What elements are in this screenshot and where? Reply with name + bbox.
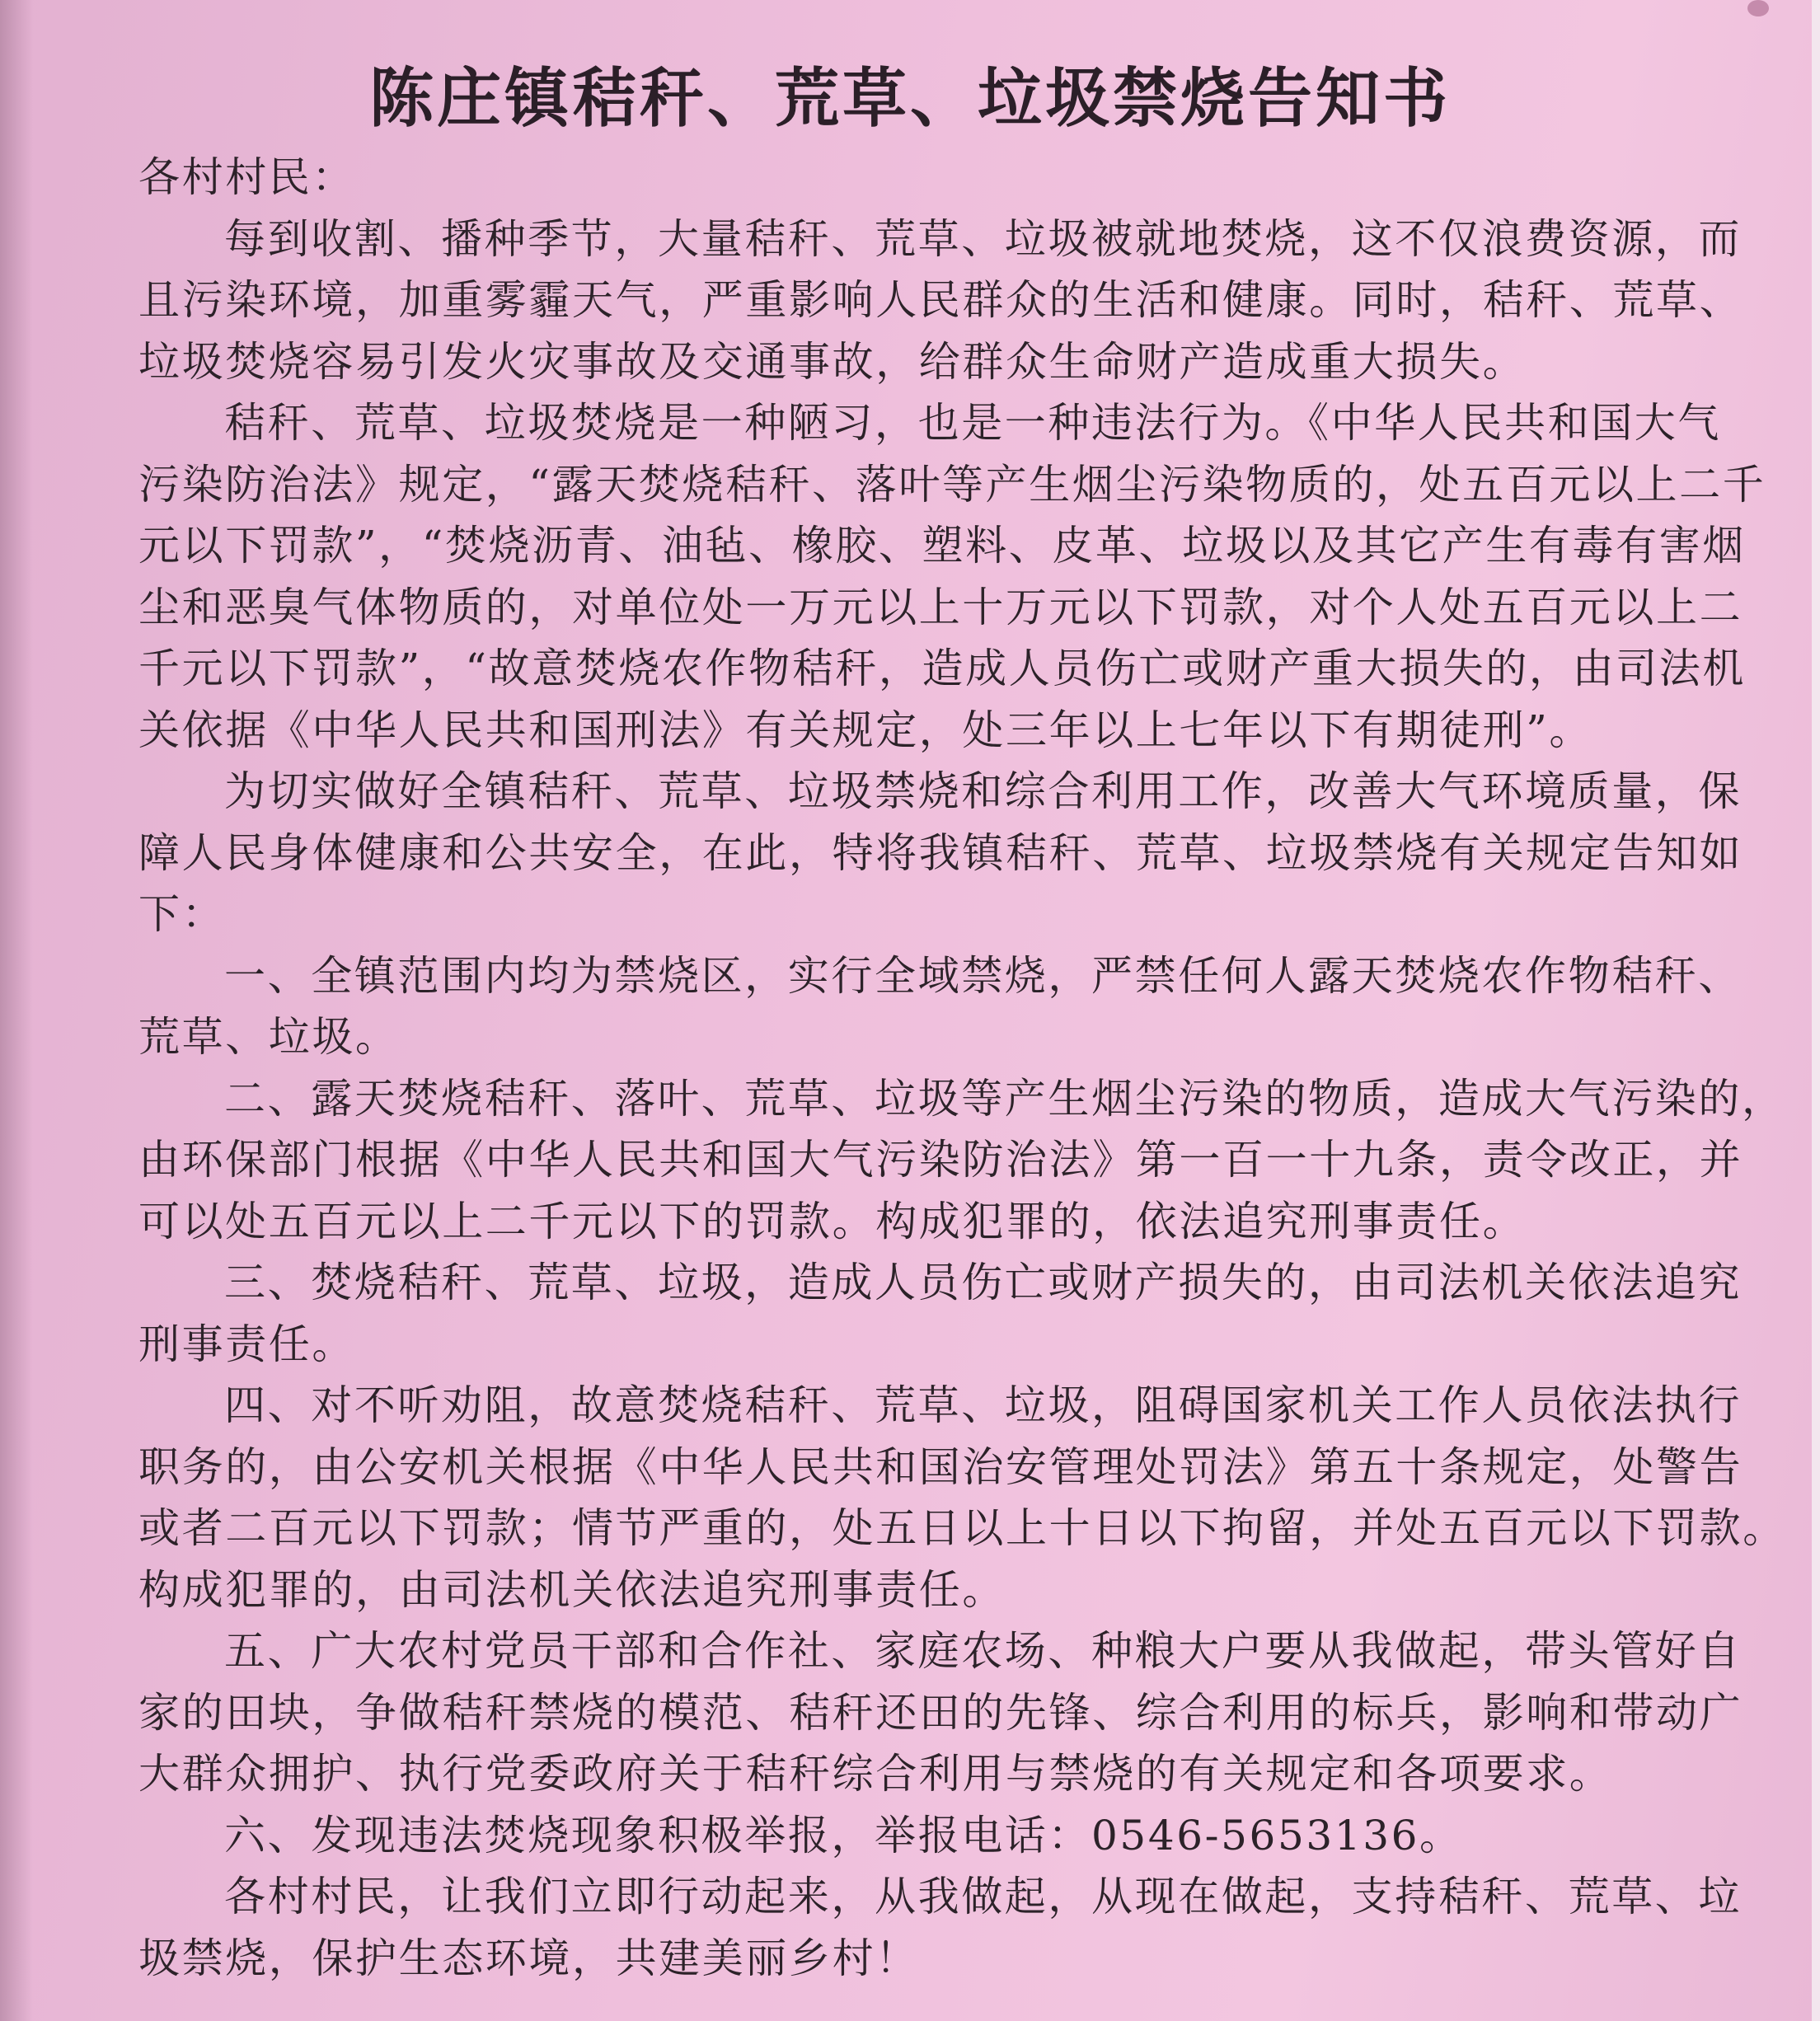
text-line: 垃圾焚烧容易引发火灾事故及交通事故，给群众生命财产造成重大损失。 bbox=[138, 337, 1527, 386]
text-line: 秸秆、荒草、垃圾焚烧是一种陋习，也是一种违法行为。《中华人民共和国大气 bbox=[224, 399, 1721, 447]
text-line: 可以处五百元以上二千元以下的罚款。构成犯罪的，依法追究刑事责任。 bbox=[138, 1197, 1527, 1245]
text-line: 刑事责任。 bbox=[138, 1320, 355, 1368]
text-line: 五、广大农村党员干部和合作社、家庭农场、种粮大户要从我做起，带头管好自 bbox=[224, 1627, 1742, 1675]
text-line: 各村村民，让我们立即行动起来，从我做起，从现在做起，支持秸秆、荒草、垃 bbox=[224, 1873, 1742, 1920]
notice-title: 陈庄镇秸秆、荒草、垃圾禁烧告知书 bbox=[368, 61, 1451, 136]
text-line: 圾禁烧，保护生态环境，共建美丽乡村！ bbox=[138, 1934, 919, 1982]
text-line: 由环保部门根据《中华人民共和国大气污染防治法》第一百一十九条，责令改正，并 bbox=[138, 1136, 1743, 1184]
text-line: 大群众拥护、执行党委政府关于秸秆综合利用与禁烧的有关规定和各项要求。 bbox=[138, 1750, 1613, 1798]
text-line: 为切实做好全镇秸秆、荒草、垃圾禁烧和综合利用工作，改善大气环境质量，保 bbox=[224, 767, 1742, 815]
text-line: 一、全镇范围内均为禁烧区，实行全域禁烧，严禁任何人露天焚烧农作物秸秆、 bbox=[224, 951, 1742, 1000]
text-line: 二、露天焚烧秸秆、落叶、荒草、垃圾等产生烟尘污染的物质，造成大气污染的， bbox=[224, 1074, 1785, 1123]
text-line: 职务的，由公安机关根据《中华人民共和国治安管理处罚法》第五十条规定，处警告 bbox=[138, 1442, 1743, 1491]
text-line: 家的田块，争做秸秆禁烧的模范、秸秆还田的先锋、综合利用的标兵，影响和带动广 bbox=[138, 1688, 1743, 1737]
text-line: 六、发现违法焚烧现象积极举报，举报电话：0546-5653136。 bbox=[224, 1811, 1463, 1859]
text-line: 下： bbox=[138, 890, 226, 938]
text-line: 荒草、垃圾。 bbox=[138, 1013, 399, 1061]
text-line: 三、焚烧秸秆、荒草、垃圾，造成人员伤亡或财产损失的，由司法机关依法追究 bbox=[224, 1259, 1742, 1306]
text-line: 或者二百元以下罚款；情节严重的，处五日以上十日以下拘留，并处五百元以下罚款。 bbox=[138, 1504, 1786, 1552]
text-line: 四、对不听劝阻，故意焚烧秸秆、荒草、垃圾，阻碍国家机关工作人员依法执行 bbox=[224, 1381, 1742, 1429]
text-line: 千元以下罚款”，“故意焚烧农作物秸秆，造成人员伤亡或财产重大损失的，由司法机 bbox=[138, 645, 1746, 692]
text-line: 关依据《中华人民共和国刑法》有关规定，处三年以上七年以下有期徒刑”。 bbox=[138, 706, 1592, 754]
right-background-strip bbox=[1812, 0, 1820, 2021]
text-line: 各村村民： bbox=[138, 153, 355, 201]
text-line: 构成犯罪的，由司法机关依法追究刑事责任。 bbox=[138, 1565, 1006, 1614]
text-line: 每到收割、播种季节，大量秸秆、荒草、垃圾被就地焚烧，这不仅浪费资源，而 bbox=[224, 214, 1742, 263]
ink-mark bbox=[1747, 0, 1769, 16]
text-line: 污染防治法》规定，“露天焚烧秸秆、落叶等产生烟尘污染物质的，处五百元以上二千 bbox=[138, 460, 1766, 509]
text-line: 且污染环境，加重雾霾天气，严重影响人民群众的生活和健康。同时，秸秆、荒草、 bbox=[138, 276, 1743, 324]
paper-edge-shadow bbox=[0, 0, 33, 2021]
text-line: 尘和恶臭气体物质的，对单位处一万元以上十万元以下罚款，对个人处五百元以上二 bbox=[138, 583, 1743, 631]
text-line: 障人民身体健康和公共安全，在此，特将我镇秸秆、荒草、垃圾禁烧有关规定告知如 bbox=[138, 828, 1743, 877]
text-line: 元以下罚款”，“焚烧沥青、油毡、橡胶、塑料、皮革、垃圾以及其它产生有毒有害烟 bbox=[138, 522, 1746, 570]
notice-body bbox=[138, 147, 1786, 1989]
